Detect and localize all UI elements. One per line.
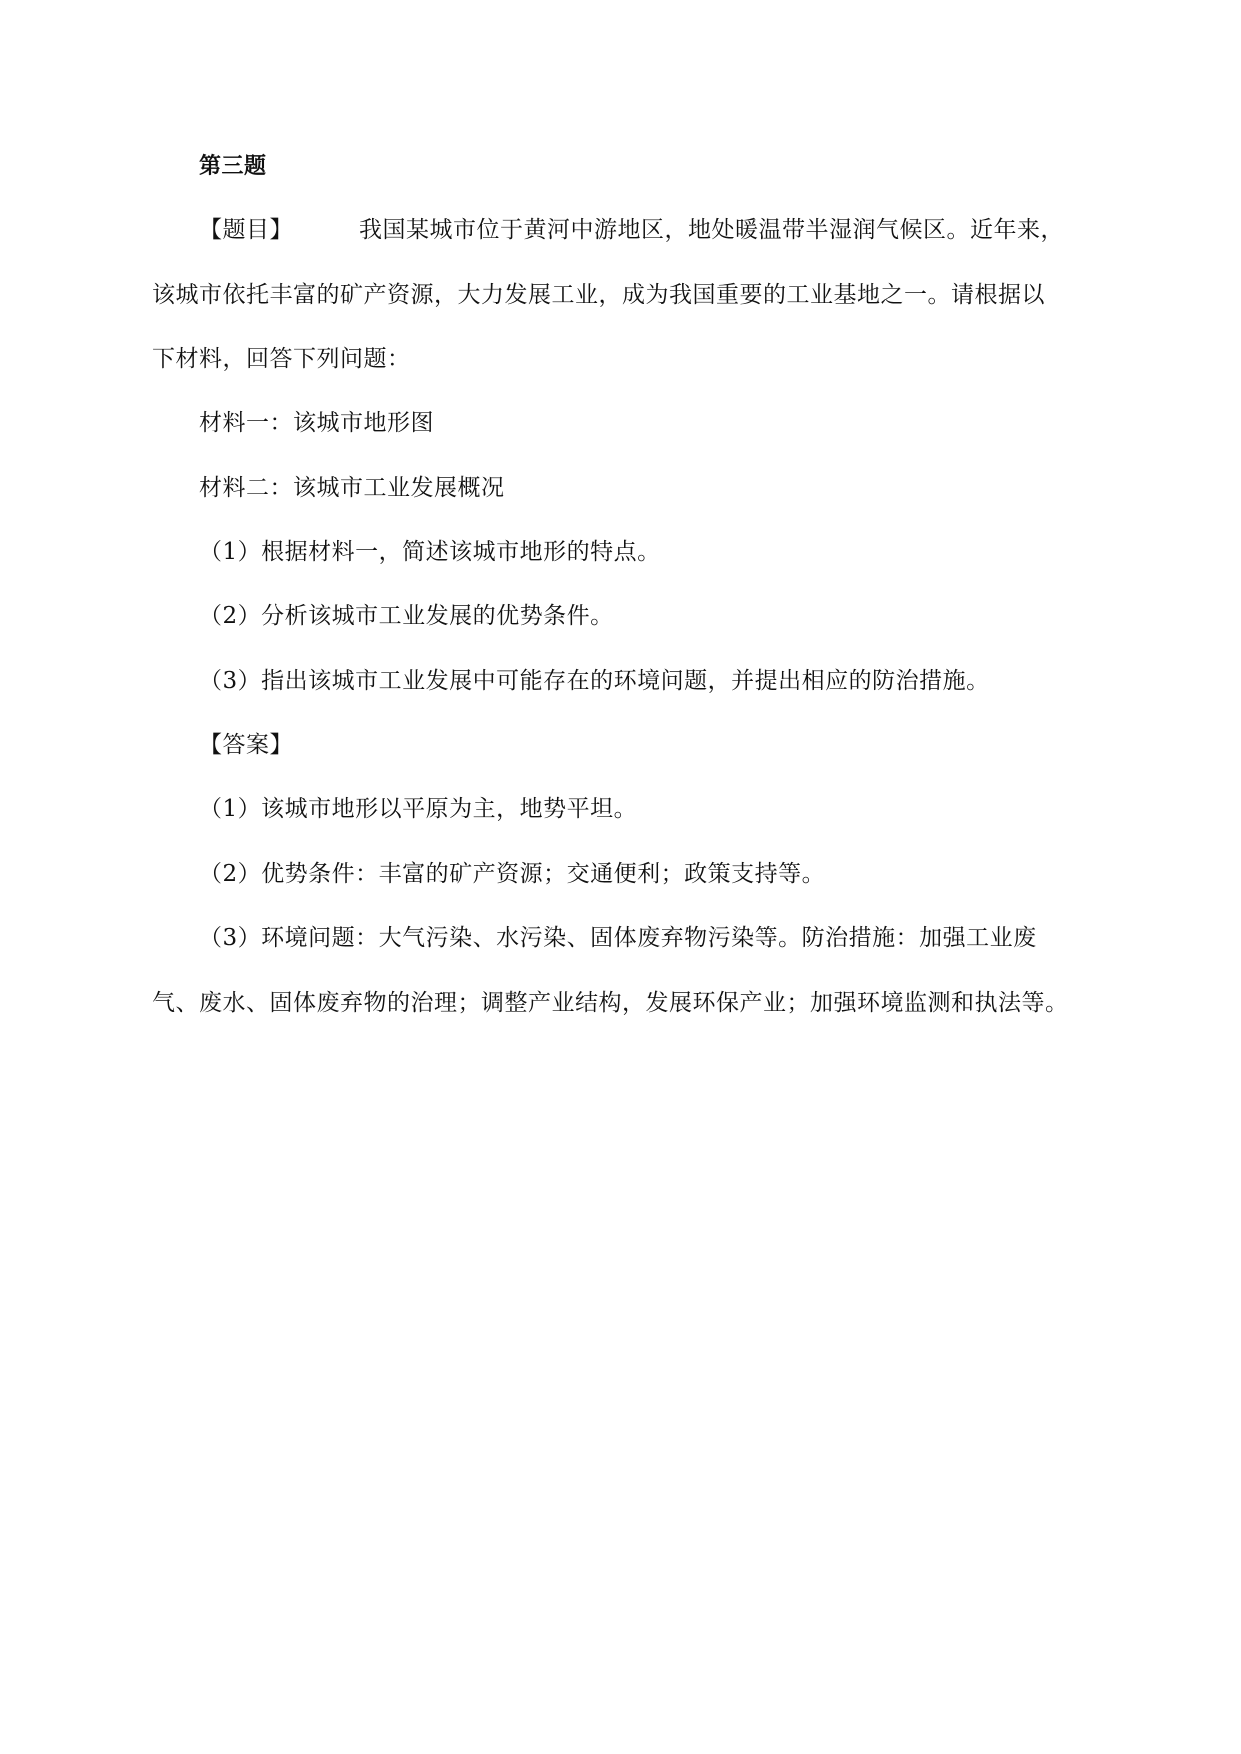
answer-item-1: （1）该城市地形以平原为主，地势平坦。 — [199, 796, 638, 822]
answer-item-3-line-2: 气、废水、固体废弃物的治理；调整产业结构，发展环保产业；加强环境监测和执法等。 — [152, 990, 1069, 1016]
answer-label: 【答案】 — [199, 732, 293, 758]
material-two: 材料二：该城市工业发展概况 — [199, 475, 505, 501]
question-text-line-1: 我国某城市位于黄河中游地区，地处暖温带半湿润气候区。近年来， — [359, 217, 1064, 243]
question-item-2: （2）分析该城市工业发展的优势条件。 — [199, 603, 614, 629]
question-item-3: （3）指出该城市工业发展中可能存在的环境问题，并提出相应的防治措施。 — [199, 668, 990, 694]
answer-item-3-line-1: （3）环境问题：大气污染、水污染、固体废弃物污染等。防治措施：加强工业废 — [199, 925, 1037, 951]
material-one: 材料一：该城市地形图 — [199, 410, 434, 436]
section-title: 第三题 — [199, 154, 267, 179]
question-text-line-2: 该城市依托丰富的矿产资源，大力发展工业，成为我国重要的工业基地之一。请根据以 — [152, 282, 1045, 308]
question-item-1: （1）根据材料一，简述该城市地形的特点。 — [199, 539, 661, 565]
answer-item-2: （2）优势条件：丰富的矿产资源；交通便利；政策支持等。 — [199, 861, 826, 887]
question-first-line — [199, 215, 1064, 245]
question-text-line-3: 下材料，回答下列问题： — [152, 346, 411, 372]
question-label: 【题目】 — [199, 217, 293, 243]
